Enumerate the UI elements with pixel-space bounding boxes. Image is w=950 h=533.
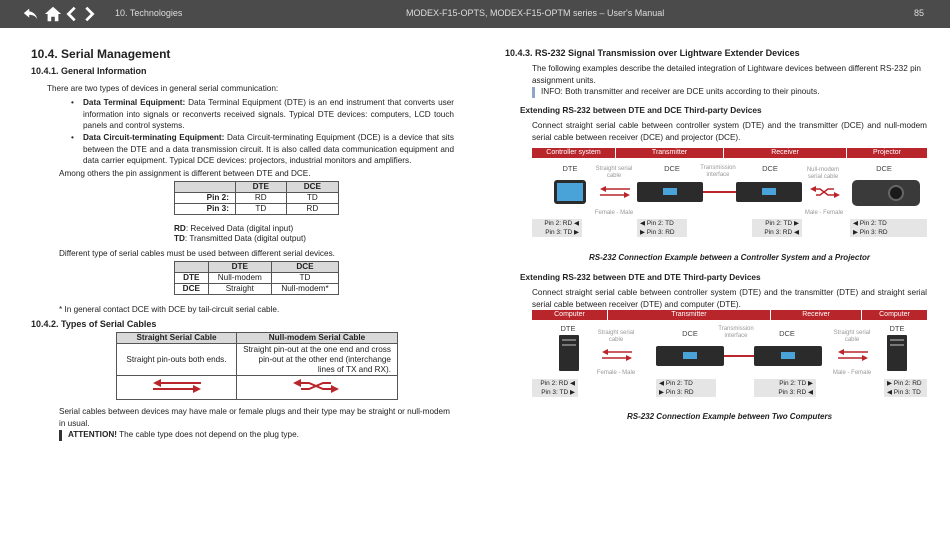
cable-intro: Different type of serial cables must be used between different serial devices. xyxy=(59,249,335,258)
example1-title: Extending RS-232 between DTE and DCE Third-party Devices xyxy=(520,105,762,115)
pin-box: ◀ Pin 2: TD ▶ Pin 3: RD xyxy=(656,379,716,397)
document-title: MODEX-F15-OPTS, MODEX-F15-OPTM series – User's Manual xyxy=(406,8,665,18)
straight-arrows-icon xyxy=(598,185,632,199)
cable-label: Null-modem serial cable xyxy=(806,167,840,181)
type-label: DCE xyxy=(664,164,680,173)
rd-legend: RD: Received Data (digital input) xyxy=(174,224,294,233)
breadcrumb[interactable]: 10. Technologies xyxy=(115,8,183,18)
diagram-controller-projector xyxy=(532,148,927,240)
subsection-rs232: 10.4.3. RS-232 Signal Transmission over Lightware Extender Devices xyxy=(505,48,800,58)
type-label: DCE xyxy=(779,329,795,338)
intro-text: There are two types of devices in general serial communication: xyxy=(47,84,279,93)
straight-cable-icon xyxy=(117,376,237,400)
straight-arrows-icon xyxy=(600,348,634,362)
pin-box: Pin 2: TD ▶ Pin 3: RD ◀ xyxy=(752,219,802,237)
computer-tower-icon xyxy=(887,335,907,371)
pin-box: ◀ Pin 2: TD ▶ Pin 3: RD xyxy=(637,219,687,237)
bar-computer-right: Computer xyxy=(862,310,927,320)
bar-controller-system: Controller system xyxy=(532,148,615,158)
cable-label: Straight serial cable xyxy=(595,166,633,180)
example2-title: Extending RS-232 between DTE and DTE Third-party Devices xyxy=(520,272,761,282)
tablet-device xyxy=(554,180,586,204)
cable-table: DTE DCE DTE Null-modem TD DCE Straight Null-modem* xyxy=(174,261,339,295)
top-bar xyxy=(0,0,950,28)
bullet-dce: • Data Circuit-terminating Equipment: Data Circuit-terminating Equipment (DCE) is a device that sits between the DTE and a data transmission circuit. It is also called data communication equipment and data carrier equipment. Typical DCE devices: projectors, industrial monitors and amplifiers. xyxy=(71,133,454,166)
type-label: DTE xyxy=(562,164,578,173)
bullet-dte-text: Data Terminal Equipment (DTE) is an end instrument that converts user information into signals or reconverts received signals. Typical DTE devices: computers, LCD touch panels and control systems. xyxy=(83,98,454,131)
computer-tower-icon xyxy=(559,335,579,371)
page-number: 85 xyxy=(913,8,924,18)
example2-text: Connect straight serial cable between controller system (DTE) and the transmitter (DTE) and straight serial serial cable between receiver (DTE) and computer (DTE). xyxy=(532,288,927,309)
bar-receiver: Receiver xyxy=(724,148,846,158)
pin-box: Pin 2: TD ▶ Pin 3: RD ◀ xyxy=(754,379,816,397)
pin-box: ◀ Pin 2: TD ▶ Pin 3: RD xyxy=(850,219,927,237)
subsection-general: 10.4.1. General Information xyxy=(31,66,147,76)
bullet-dte-term: Data Terminal Equipment: xyxy=(83,98,186,107)
cable-label: Straight serial cable xyxy=(597,330,635,344)
bar-transmitter: Transmitter xyxy=(608,310,770,320)
pin-table: DTE DCE Pin 2: RD TD Pin 3: TD RD xyxy=(174,181,339,215)
bullet-dce-term: Data Circuit-terminating Equipment: xyxy=(83,133,225,142)
gender-label: Male - Female xyxy=(804,210,844,216)
gender-label: Female - Male xyxy=(596,370,636,376)
cable-types-table: Straight Serial Cable Null-modem Serial Cable Straight pin-outs both ends. Straight pin-out at the one end and cross pin-out at the other end (interchange lines of TX and RX). xyxy=(116,332,398,400)
type-label: DTE xyxy=(560,324,576,333)
bullet-dce-text: Data Circuit-terminating Equipment (DCE) is a device that sits between the DTE and a data transmission circuit. It is also called data communication equipment and data carrier equipment. Typical DCE devices: projectors, industrial monitors and amplifiers. xyxy=(83,133,454,166)
pin-box: Pin 2: RD ◀ Pin 3: TD ▶ xyxy=(532,219,582,237)
td-legend: TD: Transmitted Data (digital output) xyxy=(174,234,306,243)
pin-box: ▶ Pin 2: RD ◀ Pin 3: TD xyxy=(884,379,927,397)
bar-receiver: Receiver xyxy=(771,310,861,320)
diagram-two-computers xyxy=(532,310,927,400)
bar-projector: Projector xyxy=(847,148,927,158)
rs232-intro: The following examples describe the detailed integration of Lightware devices between different RS-232 pin assignment units. xyxy=(532,64,921,85)
example1-text: Connect straight serial cable between controller system (DTE) and the transmitter (DCE) and null-modem serial cable between receiver (DCE) and projector (DCE). xyxy=(532,121,927,142)
subsection-cable-types: 10.4.2. Types of Serial Cables xyxy=(31,319,157,329)
info-note: INFO: Both transmitter and receiver are DCE units according to their pinouts. xyxy=(532,87,820,98)
plug-text: Serial cables between devices may have male or female plugs and their type may be straight or null-modem in usual. xyxy=(59,407,450,428)
chevron-right-icon[interactable] xyxy=(80,5,98,23)
gender-label: Female - Male xyxy=(594,210,634,216)
null-modem-arrows-icon xyxy=(808,185,842,199)
interface-label: Transmission interface xyxy=(700,165,736,179)
receiver-device xyxy=(754,346,822,366)
section-heading: 10.4. Serial Management xyxy=(31,47,171,61)
interface-label: Transmission interface xyxy=(718,326,754,340)
home-icon[interactable] xyxy=(44,5,62,23)
footnote: * In general contact DCE with DCE by tail-circuit serial cable. xyxy=(59,305,280,314)
diagram2-caption: RS-232 Connection Example between Two Computers xyxy=(626,412,833,421)
bullet-dte: • Data Terminal Equipment: Data Terminal Equipment (DTE) is an end instrument that converts user information into signals or reconverts received signals. Typical DTE devices: computers, LCD touch panels and control systems. xyxy=(71,98,454,131)
projector-device xyxy=(852,180,920,206)
pin-box: Pin 2: RD ◀ Pin 3: TD ▶ xyxy=(532,379,578,397)
type-label: DCE xyxy=(876,164,892,173)
type-label: DCE xyxy=(762,164,778,173)
undo-icon[interactable] xyxy=(22,5,40,23)
transmitter-device xyxy=(637,182,703,202)
cable-label: Straight serial cable xyxy=(833,330,871,344)
pin-intro: Among others the pin assignment is different between DTE and DCE. xyxy=(59,169,311,178)
chevron-left-icon[interactable] xyxy=(63,5,81,23)
null-modem-cable-icon xyxy=(237,376,398,400)
straight-arrows-icon xyxy=(836,348,870,362)
type-label: DTE xyxy=(889,324,905,333)
bar-transmitter: Transmitter xyxy=(616,148,723,158)
type-label: DCE xyxy=(682,329,698,338)
receiver-device xyxy=(736,182,802,202)
transmitter-device xyxy=(656,346,724,366)
gender-label: Male - Female xyxy=(832,370,872,376)
attention-note: ATTENTION! The cable type does not depend on the plug type. xyxy=(59,430,299,441)
diagram1-caption: RS-232 Connection Example between a Controller System and a Projector xyxy=(589,253,870,262)
bar-computer-left: Computer xyxy=(532,310,607,320)
